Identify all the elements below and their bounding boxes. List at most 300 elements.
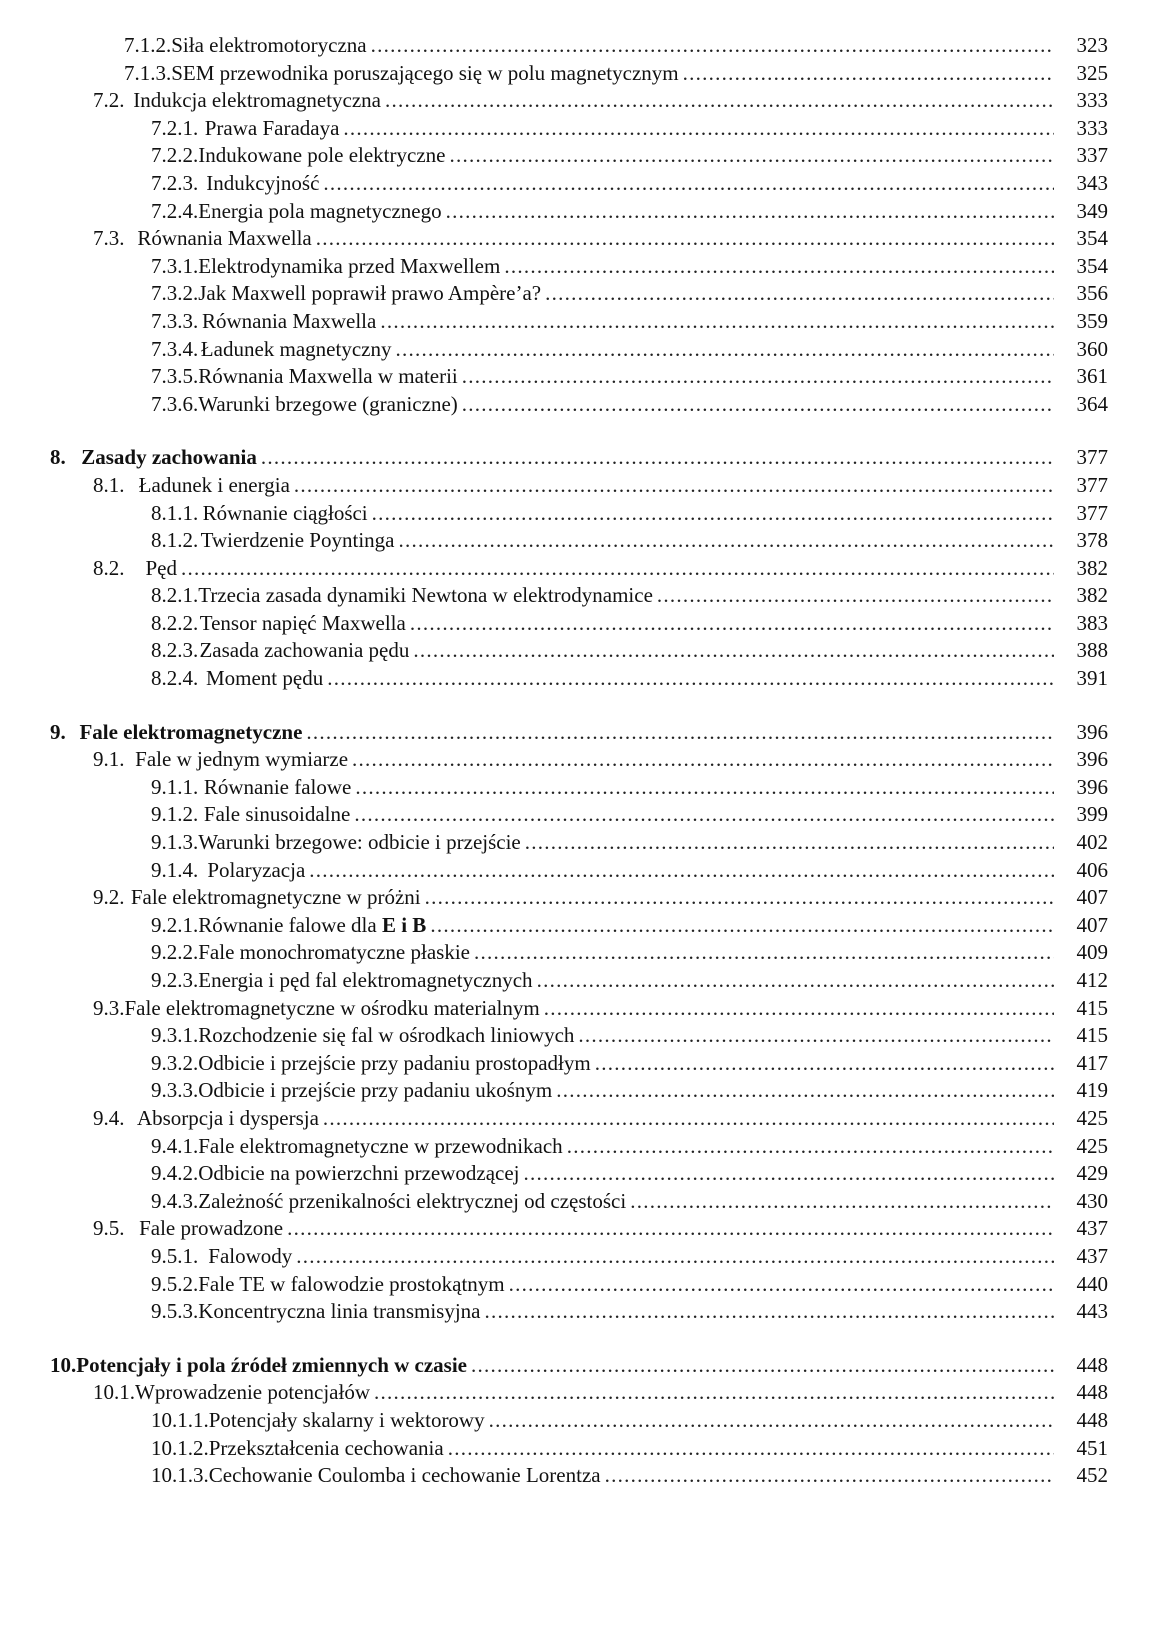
- toc-entry-title-text: Fale elektromagnetyczne w próżni: [130, 885, 421, 910]
- toc-subsection-entry[interactable]: [0, 610, 1108, 638]
- toc-page-number: 429: [1076, 1161, 1108, 1186]
- toc-subsection-entry[interactable]: [0, 1271, 1108, 1299]
- toc-entry-number: 7.2.: [93, 88, 125, 113]
- toc-subsection-entry[interactable]: [0, 115, 1108, 143]
- toc-entry-title: [139, 1215, 283, 1243]
- toc-page-number: 356: [1076, 281, 1108, 306]
- toc-subsection-entry[interactable]: [0, 1077, 1108, 1105]
- toc-page-number: 407: [1076, 912, 1108, 937]
- toc-leader-dots: [556, 1077, 1054, 1105]
- toc-page-number: 440: [1076, 1271, 1108, 1296]
- toc-leader-dots: [430, 912, 1054, 940]
- toc-entry-title-text: Fale sinusoidalne: [203, 802, 351, 827]
- toc-entry-number: 9.4.2.: [151, 1161, 199, 1186]
- toc-page-number: 349: [1076, 198, 1108, 223]
- toc-subsection-entry[interactable]: [0, 1188, 1108, 1216]
- toc-entry-title-text: Cechowanie Coulomba i cechowanie Lorentza: [208, 1463, 601, 1488]
- toc-entry-title-text: Ładunek i energia: [138, 472, 290, 497]
- toc-leader-dots: [578, 1022, 1054, 1050]
- toc-leader-dots: [413, 637, 1054, 665]
- toc-entry-number: 9.5.3.: [151, 1299, 199, 1324]
- toc-entry-number: 10.1.: [93, 1380, 135, 1405]
- toc-entry-number: 9.2.: [93, 885, 125, 910]
- toc-subsection-entry[interactable]: [0, 1462, 1108, 1490]
- toc-entry-number: 9.2.3.: [151, 968, 199, 992]
- toc-entry-title-text: Równania Maxwella: [201, 308, 377, 333]
- toc-entry-title: [81, 444, 257, 472]
- toc-leader-dots: [306, 719, 1054, 747]
- toc-leader-dots: [296, 1243, 1054, 1271]
- toc-entry-title-text: Siła elektromotoryczna: [171, 33, 367, 57]
- toc-entry-number: 7.2.3.: [151, 170, 199, 195]
- toc-chapter-entry[interactable]: [0, 1352, 1108, 1380]
- toc-subsection-entry[interactable]: [0, 500, 1108, 528]
- toc-entry-title: [204, 801, 350, 829]
- toc-leader-dots: [343, 115, 1054, 143]
- toc-entry-title: [198, 912, 426, 940]
- toc-entry-title: [198, 1188, 626, 1216]
- toc-entry-title-text: Fale elektromagnetyczne: [79, 719, 303, 744]
- toc-entry-title-text: Koncentryczna linia transmisyjna: [198, 1299, 481, 1324]
- toc-subsection-entry[interactable]: [0, 829, 1108, 857]
- toc-entry-title-text: Indukcja elektromagnetyczna: [133, 88, 381, 113]
- toc-entry-number: 7.3.3.: [151, 308, 199, 333]
- toc-leader-dots: [425, 884, 1054, 912]
- toc-page-number: 437: [1076, 1216, 1108, 1241]
- toc-page-number: 388: [1076, 638, 1108, 663]
- toc-subsection-entry[interactable]: [0, 801, 1108, 829]
- toc-entry-title-text: Energia pola magnetycznego: [198, 198, 442, 223]
- toc-entry-number: 8.2.1.: [151, 583, 199, 608]
- toc-entry-number: 10.1.3.: [151, 1463, 209, 1488]
- toc-entry-title: [198, 1160, 519, 1188]
- toc-entry-title: [198, 939, 470, 967]
- toc-page-number: 396: [1076, 747, 1108, 772]
- toc-entry-title-text: Fale elektromagnetyczne w ośrodku materialnym: [124, 995, 540, 1020]
- toc-page-number: 377: [1076, 472, 1108, 497]
- toc-entry-title-bold: E i B: [381, 912, 427, 937]
- toc-leader-dots: [398, 527, 1054, 555]
- toc-entry-number: 9.3.3.: [151, 1078, 199, 1103]
- toc-leader-dots: [316, 225, 1054, 253]
- toc-entry-title: [204, 774, 352, 802]
- toc-section-entry[interactable]: [0, 1215, 1108, 1243]
- toc-entry-title-text: Fale prowadzone: [139, 1216, 284, 1241]
- toc-entry-title: [171, 60, 678, 88]
- toc-section-entry[interactable]: [0, 87, 1108, 115]
- toc-entry-title-text: Fale TE w falowodzie prostokątnym: [198, 1271, 505, 1296]
- toc-entry-title: [198, 1022, 574, 1050]
- toc-leader-dots: [352, 746, 1054, 774]
- toc-page-number: 412: [1076, 968, 1108, 992]
- toc-leader-dots: [683, 60, 1054, 88]
- toc-entry-title-text: Fale monochromatyczne płaskie: [198, 940, 470, 965]
- toc-entry-title: [198, 1050, 590, 1078]
- toc-section-entry[interactable]: [0, 1379, 1108, 1407]
- toc-leader-dots: [309, 857, 1054, 885]
- toc-leader-dots: [446, 198, 1054, 226]
- toc-entry-title: [207, 857, 305, 885]
- toc-entry-title: [198, 829, 521, 857]
- toc-page-number: 383: [1076, 610, 1108, 635]
- toc-entry-title: [137, 1105, 319, 1133]
- toc-leader-dots: [323, 1105, 1054, 1133]
- toc-entry-title-text: Pęd: [145, 555, 177, 580]
- toc-entry-title-text: Potencjały i pola źródeł zmiennych w czasie: [76, 1352, 468, 1377]
- toc-entry-title-text: Elektrodynamika przed Maxwellem: [198, 253, 501, 278]
- toc-page-number: 396: [1076, 719, 1108, 744]
- toc-entry-title-text: Równanie ciągłości: [202, 500, 368, 525]
- toc-entry-title: [198, 363, 458, 391]
- table-of-contents: [0, 32, 1108, 1490]
- toc-page-number: 448: [1076, 1380, 1108, 1405]
- toc-leader-dots: [374, 1379, 1054, 1407]
- toc-entry-number: 8.1.: [93, 472, 125, 497]
- toc-entry-number: 7.3.6.: [151, 391, 199, 416]
- toc-entry-title: [209, 1435, 444, 1463]
- toc-page-number: 437: [1076, 1243, 1108, 1268]
- toc-leader-dots: [544, 995, 1054, 1023]
- toc-page-number: 323: [1076, 33, 1108, 57]
- toc-leader-dots: [448, 1435, 1054, 1463]
- toc-leader-dots: [595, 1050, 1054, 1078]
- toc-page-number: 415: [1076, 1023, 1108, 1048]
- toc-entry-number: 9.5.2.: [151, 1271, 199, 1296]
- toc-page-number: 448: [1076, 1407, 1108, 1432]
- toc-entry-number: 10.1.1.: [151, 1407, 209, 1432]
- toc-entry-number: 10.1.2.: [151, 1435, 209, 1460]
- toc-subsection-entry[interactable]: [0, 967, 1108, 995]
- toc-entry-title: [198, 198, 441, 226]
- toc-page-number: 452: [1076, 1463, 1108, 1488]
- toc-page-number: 359: [1076, 308, 1108, 333]
- toc-entry-title: [198, 280, 541, 308]
- toc-leader-dots: [410, 610, 1054, 638]
- toc-entry-title-text: Absorpcja i dyspersja: [136, 1105, 319, 1130]
- toc-entry-title-text: Równania Maxwella: [137, 226, 312, 251]
- toc-page-number: 360: [1076, 336, 1108, 361]
- toc-entry-title-text: Twierdzenie Poyntinga: [200, 528, 395, 553]
- toc-subsection-entry[interactable]: [0, 1435, 1108, 1463]
- toc-page-number: 382: [1076, 555, 1108, 580]
- toc-page-number: 417: [1076, 1050, 1108, 1075]
- toc-leader-dots: [485, 1298, 1055, 1326]
- toc-entry-title-text: Ładunek magnetyczny: [200, 336, 392, 361]
- toc-entry-title: [76, 1352, 467, 1380]
- toc-page-number: 451: [1076, 1435, 1108, 1460]
- toc-entry-title: [79, 719, 302, 747]
- toc-entry-title: [198, 391, 458, 419]
- toc-entry-title: [202, 308, 376, 336]
- toc-entry-title-text: Zasada zachowania pędu: [199, 638, 410, 663]
- toc-subsection-entry[interactable]: [0, 1133, 1108, 1161]
- toc-page-number: 337: [1076, 143, 1108, 168]
- toc-page-number: 419: [1076, 1078, 1108, 1103]
- toc-entry-title-text: Rozchodzenie się fal w ośrodkach liniowych: [198, 1023, 575, 1048]
- toc-leader-dots: [489, 1407, 1054, 1435]
- toc-subsection-entry[interactable]: [0, 60, 1108, 88]
- toc-subsection-entry[interactable]: [0, 280, 1108, 308]
- toc-entry-number: 8.1.2.: [151, 528, 199, 553]
- toc-entry-number: 7.3.1.: [151, 253, 199, 278]
- toc-page-number: 333: [1076, 88, 1108, 113]
- toc-entry-title-text: Zależność przenikalności elektrycznej od częstości: [198, 1188, 627, 1213]
- toc-entry-number: 7.2.2.: [151, 143, 199, 168]
- toc-entry-number: 9.5.: [93, 1216, 125, 1241]
- toc-entry-number: 9.5.1.: [151, 1243, 199, 1268]
- toc-page-number: 377: [1076, 445, 1108, 470]
- toc-leader-dots: [545, 280, 1054, 308]
- toc-entry-title: [131, 884, 421, 912]
- toc-leader-dots: [525, 829, 1054, 857]
- toc-entry-title: [198, 1298, 480, 1326]
- toc-leader-dots: [462, 363, 1054, 391]
- toc-page-number: 407: [1076, 885, 1108, 910]
- toc-subsection-entry[interactable]: [0, 912, 1108, 940]
- toc-entry-title: [198, 1271, 504, 1299]
- toc-entry-number: 8.2.2.: [151, 610, 199, 635]
- toc-subsection-entry[interactable]: [0, 774, 1108, 802]
- toc-leader-dots: [380, 308, 1054, 336]
- toc-subsection-entry[interactable]: [0, 1243, 1108, 1271]
- toc-entry-number: 9.1.1.: [151, 774, 199, 799]
- toc-section-entry[interactable]: [0, 995, 1108, 1023]
- toc-entry-title: [139, 472, 290, 500]
- toc-entry-title-text: Potencjały skalarny i wektorowy: [208, 1407, 485, 1432]
- toc-page-number: 354: [1076, 226, 1108, 251]
- toc-entry-title-text: Indukcyjność: [206, 170, 320, 195]
- toc-page-number: 443: [1076, 1299, 1108, 1324]
- toc-leader-dots: [287, 1215, 1054, 1243]
- toc-leader-dots: [385, 87, 1054, 115]
- toc-chapter-entry[interactable]: [0, 719, 1108, 747]
- toc-entry-title: [135, 746, 348, 774]
- toc-page-number: 378: [1076, 528, 1108, 553]
- toc-entry-title-text: Fale elektromagnetyczne w przewodnikach: [198, 1133, 563, 1158]
- toc-entry-number: 9.3.: [93, 995, 125, 1020]
- toc-entry-number: 7.3.: [93, 226, 125, 251]
- toc-entry-title: [145, 555, 177, 583]
- toc-page-number: 361: [1076, 364, 1108, 389]
- toc-page-number: 377: [1076, 500, 1108, 525]
- toc-entry-title: [198, 142, 445, 170]
- toc-section-entry[interactable]: [0, 884, 1108, 912]
- toc-entry-number: 9.4.: [93, 1105, 125, 1130]
- toc-leader-dots: [537, 967, 1054, 995]
- toc-leader-dots: [355, 774, 1054, 802]
- toc-entry-title-text: Przekształcenia cechowania: [208, 1435, 444, 1460]
- toc-subsection-entry[interactable]: [0, 939, 1108, 967]
- toc-leader-dots: [449, 142, 1054, 170]
- toc-page-number: 406: [1076, 857, 1108, 882]
- toc-subsection-entry[interactable]: [0, 142, 1108, 170]
- toc-entry-title: [208, 1243, 292, 1271]
- toc-entry-title: [203, 500, 368, 528]
- toc-entry-number: 8.2.3.: [151, 638, 199, 663]
- toc-entry-title: [206, 665, 323, 693]
- toc-entry-title: [198, 582, 653, 610]
- toc-entry-number: 7.3.4.: [151, 336, 199, 361]
- toc-entry-number: 9.1.2.: [151, 802, 199, 827]
- toc-entry-title: [199, 637, 409, 665]
- toc-leader-dots: [261, 444, 1054, 472]
- toc-entry-number: 7.2.1.: [151, 115, 199, 140]
- toc-entry-title-text: Fale w jednym wymiarze: [135, 747, 349, 772]
- toc-entry-number: 9.3.2.: [151, 1050, 199, 1075]
- toc-leader-dots: [630, 1188, 1054, 1216]
- toc-entry-title-text: Falowody: [208, 1243, 293, 1268]
- toc-subsection-entry[interactable]: [0, 170, 1108, 198]
- toc-leader-dots: [181, 555, 1054, 583]
- toc-entry-number: 7.3.2.: [151, 281, 199, 306]
- toc-subsection-entry[interactable]: [0, 582, 1108, 610]
- toc-leader-dots: [323, 170, 1054, 198]
- toc-entry-title-text: Warunki brzegowe: odbicie i przejście: [198, 830, 521, 855]
- toc-section-entry[interactable]: [0, 555, 1108, 583]
- toc-leader-dots: [395, 336, 1054, 364]
- toc-subsection-entry[interactable]: [0, 363, 1108, 391]
- toc-entry-title: [198, 1133, 562, 1161]
- toc-entry-number: 7.1.3.: [124, 60, 172, 85]
- toc-page-number: 364: [1076, 391, 1108, 416]
- toc-entry-number: 9.4.1.: [151, 1133, 199, 1158]
- toc-page-number: 409: [1076, 940, 1108, 965]
- toc-entry-title-text: Odbicie i przejście przy padaniu ukośnym: [198, 1078, 553, 1103]
- toc-page-number: 402: [1076, 830, 1108, 855]
- toc-entry-title-text: Moment pędu: [205, 666, 324, 691]
- toc-entry-number: 9.: [50, 719, 66, 744]
- toc-page-number: 430: [1076, 1188, 1108, 1213]
- toc-entry-number: 9.4.3.: [151, 1188, 199, 1213]
- toc-entry-title: [201, 527, 395, 555]
- toc-leader-dots: [524, 1160, 1054, 1188]
- toc-leader-dots: [474, 939, 1054, 967]
- toc-page-number: 343: [1076, 170, 1108, 195]
- toc-leader-dots: [509, 1271, 1054, 1299]
- toc-leader-dots: [354, 801, 1054, 829]
- toc-entry-title: [198, 967, 532, 995]
- toc-entry-number: 9.1.4.: [151, 857, 199, 882]
- toc-subsection-entry[interactable]: [0, 857, 1108, 885]
- toc-subsection-entry[interactable]: [0, 527, 1108, 555]
- toc-page-number: 425: [1076, 1133, 1108, 1158]
- toc-entry-title: [205, 115, 340, 143]
- toc-section-entry[interactable]: [0, 1105, 1108, 1133]
- toc-entry-title-text: Energia i pęd fal elektromagnetycznych: [198, 968, 533, 992]
- toc-subsection-entry[interactable]: [0, 32, 1108, 60]
- toc-leader-dots: [567, 1133, 1054, 1161]
- toc-leader-dots: [605, 1462, 1054, 1490]
- toc-leader-dots: [471, 1352, 1054, 1380]
- toc-subsection-entry[interactable]: [0, 665, 1108, 693]
- toc-subsection-entry[interactable]: [0, 1407, 1108, 1435]
- toc-entry-number: 10.: [50, 1352, 77, 1377]
- toc-entry-title-text: Warunki brzegowe (graniczne): [198, 391, 458, 416]
- toc-entry-title-text: Równania Maxwella w materii: [198, 364, 458, 389]
- toc-entry-title: [171, 32, 366, 60]
- toc-subsection-entry[interactable]: [0, 336, 1108, 364]
- toc-entry-title: [125, 995, 540, 1023]
- toc-subsection-entry[interactable]: [0, 253, 1108, 281]
- toc-subsection-entry[interactable]: [0, 1050, 1108, 1078]
- toc-page-number: 391: [1076, 666, 1108, 691]
- toc-leader-dots: [372, 500, 1054, 528]
- toc-section-entry[interactable]: [0, 472, 1108, 500]
- toc-entry-title: [135, 1379, 370, 1407]
- toc-entry-number: 9.2.2.: [151, 940, 199, 965]
- toc-leader-dots: [462, 391, 1054, 419]
- toc-entry-title: [198, 253, 500, 281]
- toc-leader-dots: [657, 582, 1054, 610]
- toc-entry-number: 7.2.4.: [151, 198, 199, 223]
- toc-page-number: 333: [1076, 115, 1108, 140]
- toc-entry-title: [209, 1462, 601, 1490]
- toc-entry-title-text: Odbicie i przejście przy padaniu prostopadłym: [198, 1050, 591, 1075]
- toc-subsection-entry[interactable]: [0, 198, 1108, 226]
- toc-entry-number: 7.1.2.: [124, 33, 172, 57]
- toc-subsection-entry[interactable]: [0, 308, 1108, 336]
- toc-leader-dots: [371, 32, 1054, 60]
- toc-entry-number: 7.3.5.: [151, 364, 199, 389]
- toc-entry-title: [206, 170, 319, 198]
- toc-page-number: 415: [1076, 995, 1108, 1020]
- toc-page-number: 354: [1076, 253, 1108, 278]
- toc-entry-number: 8.: [50, 445, 66, 470]
- toc-entry-number: 8.1.1.: [151, 500, 199, 525]
- toc-entry-title: [201, 336, 392, 364]
- toc-page-number: 399: [1076, 802, 1108, 827]
- toc-entry-title: [200, 610, 406, 638]
- toc-entry-title: [137, 225, 311, 253]
- toc-subsection-entry[interactable]: [0, 391, 1108, 419]
- toc-entry-number: 8.2.: [93, 555, 125, 580]
- toc-entry-title: [209, 1407, 485, 1435]
- toc-entry-title-text: Prawa Faradaya: [204, 115, 340, 140]
- toc-chapter-entry[interactable]: [0, 444, 1108, 472]
- toc-entry-title-text: Indukowane pole elektryczne: [198, 143, 446, 168]
- toc-subsection-entry[interactable]: [0, 637, 1108, 665]
- toc-entry-number: 8.2.4.: [151, 666, 199, 691]
- toc-entry-title-text: Polaryzacja: [207, 857, 306, 882]
- toc-entry-title-text: Zasady zachowania: [81, 445, 257, 470]
- toc-page-number: 382: [1076, 583, 1108, 608]
- toc-entry-title-text: Jak Maxwell poprawił prawo Ampère’a?: [198, 281, 542, 306]
- toc-page-number: 448: [1076, 1352, 1108, 1377]
- toc-entry-title-text: Tensor napięć Maxwella: [199, 610, 406, 635]
- toc-entry-title-text: Trzecia zasada dynamiki Newtona w elektrodynamice: [198, 583, 653, 608]
- toc-entry-number: 9.3.1.: [151, 1023, 199, 1048]
- toc-subsection-entry[interactable]: [0, 1022, 1108, 1050]
- toc-subsection-entry[interactable]: [0, 1160, 1108, 1188]
- toc-page-number: 425: [1076, 1105, 1108, 1130]
- toc-entry-title-text: Odbicie na powierzchni przewodzącej: [198, 1161, 520, 1186]
- toc-entry-number: 9.1.: [93, 747, 125, 772]
- toc-entry-number: 9.2.1.: [151, 912, 199, 937]
- toc-section-entry[interactable]: [0, 225, 1108, 253]
- toc-entry-title: [133, 87, 381, 115]
- toc-section-entry[interactable]: [0, 746, 1108, 774]
- toc-entry-title: [198, 1077, 552, 1105]
- toc-leader-dots: [327, 665, 1054, 693]
- toc-entry-number: 9.1.3.: [151, 830, 199, 855]
- toc-page-number: 325: [1076, 60, 1108, 85]
- toc-subsection-entry[interactable]: [0, 1298, 1108, 1326]
- toc-entry-title-text: Równanie falowe dla: [198, 912, 377, 937]
- toc-page-number: 396: [1076, 774, 1108, 799]
- toc-entry-title-text: Wprowadzenie potencjałów: [135, 1380, 370, 1405]
- toc-leader-dots: [294, 472, 1054, 500]
- toc-entry-title-text: Równanie falowe: [203, 774, 352, 799]
